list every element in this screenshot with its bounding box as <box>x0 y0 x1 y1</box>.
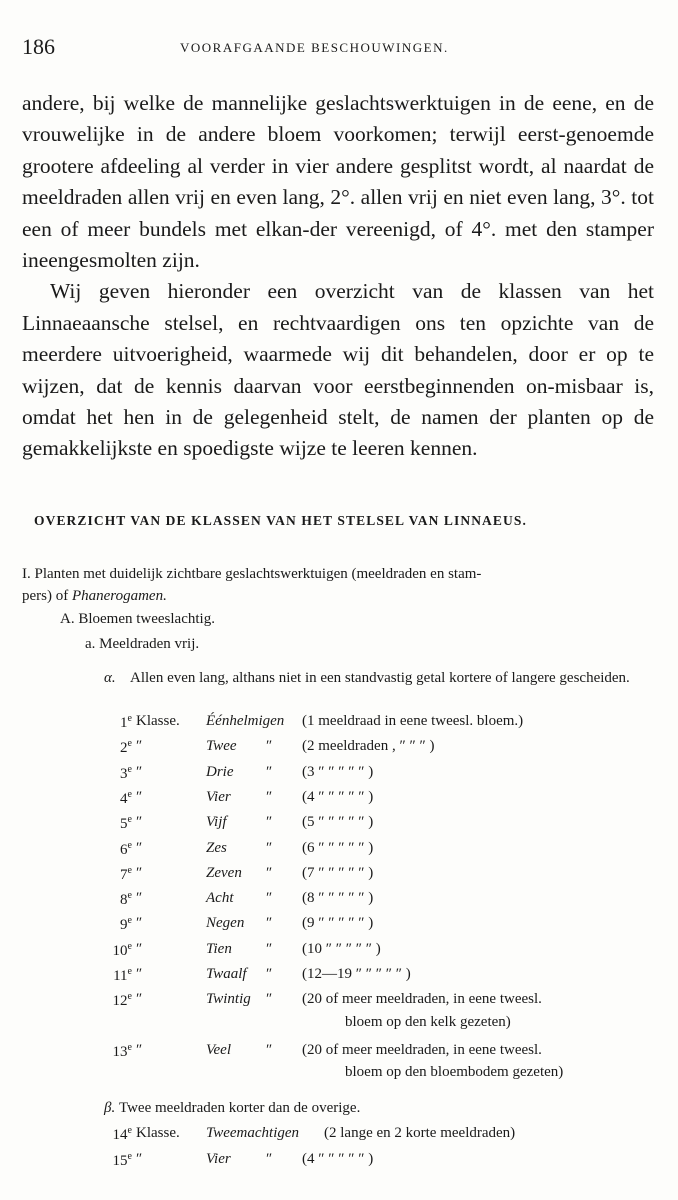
level-I-text: I. Planten met duidelijk zichtbare geslachtswerktuigen (meeldraden en stam- <box>22 566 482 582</box>
class-name: Éénhelmigen <box>206 713 285 729</box>
class-description: (6 ″ ″ ″ ″ ″ ) <box>302 839 374 856</box>
class-number-value: 8 <box>120 892 128 909</box>
class-name: Vier <box>206 1151 231 1167</box>
class-number-suffix: e <box>127 966 132 977</box>
beta-section <box>104 1100 360 1117</box>
class-name: Tien <box>206 940 232 957</box>
class-number-suffix: e <box>127 915 132 927</box>
paragraph-1: andere, bij welke de mannelijke geslachtswerktuigen in de eene, en de vrouwelijke in de andere bloem voorkomen; terwijl eerst-genoemde grootere afdeeling al verder in vier andere gesplitst wordt, al naardat de meeldraden allen vrij en even lang, 2°. allen vrij en niet even lang, 3°. tot een of meer bundels met elkan-der vereenigd, of 4°. met den stamper ineengesmolten zijn. <box>22 91 654 273</box>
level-a: a. Meeldraden vrij. <box>85 636 200 652</box>
class-label: ″ <box>136 890 143 907</box>
class-number-value: 5 <box>120 816 128 833</box>
ditto-mark: ″ <box>266 738 273 755</box>
class-number <box>106 865 132 884</box>
ditto-mark: ″ <box>266 763 273 780</box>
class-number <box>106 789 132 808</box>
class-number-value: 1 <box>120 715 128 731</box>
overview-title: OVERZICHT VAN DE KLASSEN VAN HET STELSEL VAN LINNAEUS. <box>34 513 527 528</box>
paragraph-2: Wij geven hieronder een overzicht van de klassen van het Linnaeaansche stelsel, en rechtvaardigen ons ten opzichte van de meerdere uitvoerigheid, waarmede wij dit behandelen, door er op te wijzen, dat de kennis daarvan voor eerstbeginnenden on-misbaar is, omdat het hen in de gelegenheid stelt, de namen der planten op de gemakkelijkste en spoedigste wijze te leeren kennen. <box>22 279 654 461</box>
class-name: Twee <box>206 738 237 755</box>
alpha-section <box>104 667 654 689</box>
class-number-suffix: e <box>127 1041 132 1053</box>
class-description: (4 ″ ″ ″ ″ ″ ) <box>302 788 374 805</box>
class-number-suffix: e <box>127 940 132 952</box>
class-number-suffix: e <box>127 814 132 826</box>
class-description: (20 of meer meeldraden, in eene tweesl. <box>302 991 542 1008</box>
ditto-mark: ″ <box>266 940 273 957</box>
ditto-mark: ″ <box>266 966 273 982</box>
class-number <box>106 890 132 909</box>
ditto-mark: ″ <box>266 915 273 932</box>
class-description: (4 ″ ″ ″ ″ ″ ) <box>302 1151 374 1167</box>
class-number-suffix: e <box>127 864 132 876</box>
class-number-value: 11 <box>113 968 128 984</box>
class-number-suffix: e <box>127 1125 132 1136</box>
class-number-value: 10 <box>112 942 128 959</box>
class-description-cont: bloem op den kelk gezeten) <box>345 1013 511 1030</box>
ditto-mark: ″ <box>266 1041 273 1058</box>
class-name: Zeven <box>206 864 242 881</box>
running-title: VOORAFGAANDE BESCHOUWINGEN. <box>180 40 449 55</box>
class-name: Twintig <box>206 991 251 1008</box>
class-name: Acht <box>206 890 234 907</box>
class-number-value: 9 <box>120 917 128 934</box>
alpha-marker: α. <box>104 670 116 686</box>
class-description: (5 ″ ″ ″ ″ ″ ) <box>302 814 374 831</box>
class-number-suffix: e <box>127 788 132 800</box>
class-number-value: 6 <box>120 841 128 858</box>
class-name: Tweemachtigen <box>206 1125 300 1141</box>
class-name: Vijf <box>206 814 227 831</box>
alpha-text: Allen even lang, althans niet in een standvastig getal kortere of langere gescheiden. <box>130 670 630 686</box>
class-number <box>106 738 132 757</box>
class-number-value: 13 <box>112 1043 128 1060</box>
class-number-value: 3 <box>120 765 128 782</box>
class-number-value: 4 <box>120 790 128 807</box>
class-number <box>106 1125 132 1144</box>
class-number <box>106 941 132 960</box>
class-label: ″ <box>136 738 143 755</box>
level-A: A. Bloemen tweeslachtig. <box>60 611 215 627</box>
class-description: (2 lange en 2 korte meeldraden) <box>324 1125 516 1141</box>
class-description: (8 ″ ″ ″ ″ ″ ) <box>302 890 374 907</box>
class-label: ″ <box>136 1041 143 1058</box>
class-number-value: 2 <box>120 740 128 757</box>
body-text <box>22 88 654 465</box>
class-number-suffix: e <box>127 890 132 902</box>
beta-marker: β. <box>104 1100 116 1116</box>
class-name: Twaalf <box>206 966 247 982</box>
class-number-suffix: e <box>127 763 132 775</box>
class-description-cont: bloem op den bloembodem gezeten) <box>345 1064 564 1081</box>
class-description: (20 of meer meeldraden, in eene tweesl. <box>302 1041 542 1058</box>
class-description: (12—19 ″ ″ ″ ″ ″ ) <box>302 966 411 982</box>
class-number-value: 14 <box>112 1127 128 1143</box>
class-description: (7 ″ ″ ″ ″ ″ ) <box>302 864 374 881</box>
class-number-value: 7 <box>120 866 128 883</box>
ditto-mark: ″ <box>266 788 273 805</box>
level-I-cont: pers) of <box>22 588 69 604</box>
class-description: (1 meeldraad in eene tweesl. bloem.) <box>302 713 524 729</box>
class-description: (3 ″ ″ ″ ″ ″ ) <box>302 763 374 780</box>
class-name: Vier <box>206 788 231 805</box>
class-number <box>106 1151 132 1170</box>
class-number <box>106 814 132 833</box>
class-number-value: 15 <box>112 1153 128 1169</box>
class-number-suffix: e <box>127 738 132 750</box>
class-label: ″ <box>136 991 143 1008</box>
ditto-mark: ″ <box>266 864 273 881</box>
class-number <box>106 764 132 783</box>
class-label: Klasse. <box>136 1125 180 1141</box>
class-number-suffix: e <box>127 713 132 724</box>
class-name: Zes <box>206 839 227 856</box>
ditto-mark: ″ <box>266 1151 273 1167</box>
ditto-mark: ″ <box>266 839 273 856</box>
class-number <box>106 991 132 1010</box>
class-name: Veel <box>206 1041 231 1058</box>
class-label: ″ <box>136 966 143 982</box>
class-number-suffix: e <box>127 839 132 851</box>
class-number <box>106 713 132 732</box>
page-number: 186 <box>22 34 55 59</box>
class-label: ″ <box>136 915 143 932</box>
class-number-value: 12 <box>112 993 128 1010</box>
class-number-suffix: e <box>127 991 132 1003</box>
class-description: (9 ″ ″ ″ ″ ″ ) <box>302 915 374 932</box>
class-label: ″ <box>136 940 143 957</box>
ditto-mark: ″ <box>266 814 273 831</box>
class-number <box>106 915 132 934</box>
class-name: Negen <box>206 915 245 932</box>
ditto-mark: ″ <box>266 991 273 1008</box>
class-label: ″ <box>136 788 143 805</box>
beta-text: Twee meeldraden korter dan de overige. <box>118 1100 361 1116</box>
class-label: ″ <box>136 864 143 881</box>
class-description: (2 meeldraden , ″ ″ ″ ) <box>302 738 435 755</box>
class-number-suffix: e <box>127 1151 132 1162</box>
ditto-mark: ″ <box>266 890 273 907</box>
level-I <box>22 563 654 607</box>
class-number <box>106 1042 132 1061</box>
class-label: ″ <box>136 839 143 856</box>
class-name: Drie <box>206 763 234 780</box>
class-label: ″ <box>136 763 143 780</box>
class-label: ″ <box>136 1151 143 1167</box>
level-I-italic: Phanerogamen. <box>71 588 167 604</box>
class-number <box>106 840 132 859</box>
class-number <box>106 966 132 985</box>
class-label: ″ <box>136 814 143 831</box>
class-label: Klasse. <box>136 713 180 729</box>
class-description: (10 ″ ″ ″ ″ ″ ) <box>302 940 381 957</box>
